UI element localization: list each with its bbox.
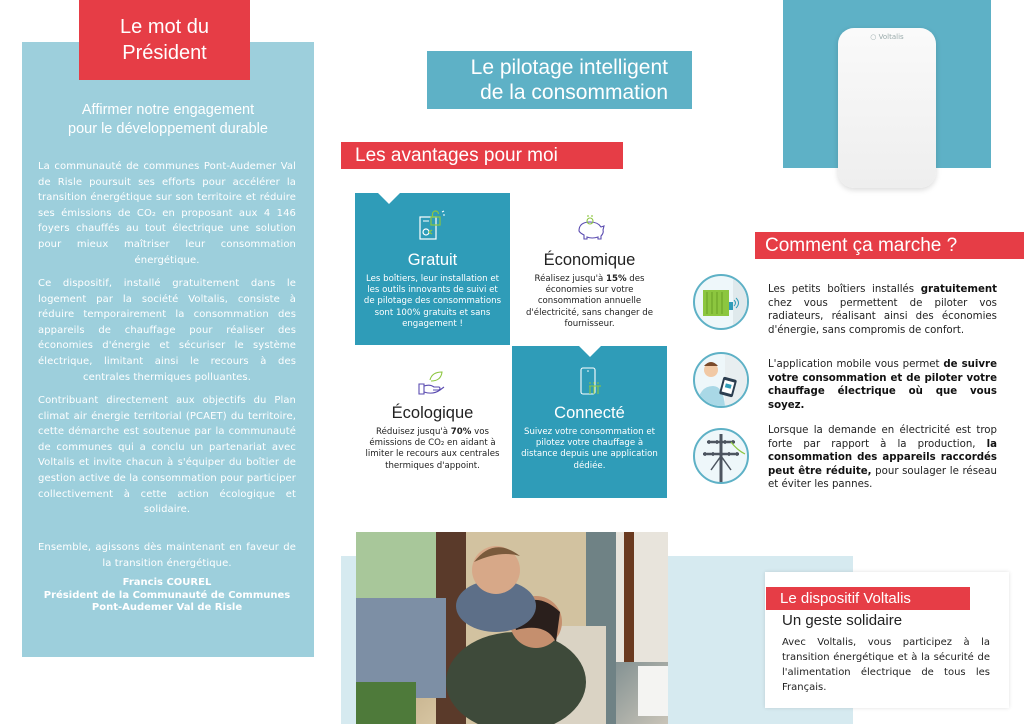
voltalis-subtitle: Un geste solidaire — [782, 612, 903, 629]
step-bold: la consommation des appareils raccordés peut être réduite, — [768, 438, 997, 477]
signature-name: Francis COUREL — [122, 577, 212, 588]
device-brand: Voltalis — [878, 33, 904, 41]
president-signature — [38, 577, 296, 615]
president-subtitle — [22, 101, 314, 139]
tile-notch — [378, 193, 400, 204]
tile-desc — [512, 274, 667, 330]
president-title-line1: Le mot du — [120, 16, 209, 38]
tile-notch — [579, 346, 601, 357]
how-step-3 — [768, 424, 997, 492]
tile-desc: Suivez votre consommation et pilotez votre chauffage à distance depuis une application dédiée. — [521, 427, 658, 471]
desc-bold: 70% — [450, 427, 472, 437]
president-subtitle-line2: pour le développement durable — [68, 121, 268, 137]
tile-ecologique — [355, 346, 510, 498]
comment-title: Comment ça marche ? — [755, 232, 1024, 259]
power-pylon-icon — [693, 428, 749, 484]
step-bold: de suivre votre consommation et de piloter votre chauffage électrique où que vous soyez. — [768, 359, 997, 411]
step-text: Les petits boîtiers installés — [768, 284, 921, 295]
desc-text: Réduisez jusqu'à — [376, 427, 451, 437]
president-title-line2: Président — [122, 42, 207, 64]
tile-title: Économique — [543, 251, 636, 269]
tile-gratuit — [355, 193, 510, 345]
step-text: chez vous permettent de piloter vos radiateurs, réalisant ainsi des économies d'énergie, sans compromis de confort. — [768, 297, 997, 336]
step-bold: gratuitement — [920, 284, 997, 295]
phone-radiator-icon — [512, 358, 667, 398]
voltalis-label: Le dispositif Voltalis — [766, 587, 970, 610]
tile-desc — [355, 427, 510, 472]
desc-text: vos émissions de CO₂ en aidant à limiter le recours aux centrales thermiques d'appoint. — [365, 427, 500, 471]
tile-title: Gratuit — [407, 251, 458, 269]
leaf-hand-icon — [355, 358, 510, 398]
avantages-title: Les avantages pour moi — [341, 142, 623, 169]
step-text: L'application mobile vous permet — [768, 359, 944, 370]
family-photo — [356, 532, 668, 724]
signature-role-line2: Pont-Audemer Val de Risle — [91, 602, 243, 613]
step-text: Lorsque la demande en électricité est trop forte par rapport à la production, — [768, 425, 997, 450]
desc-text: des économies sur votre consommation annuelle d'électricité, sans changer de fournisseur. — [525, 274, 654, 329]
pilotage-title-line1: Le pilotage intelligent — [470, 56, 668, 79]
voltalis-description: Avec Voltalis, vous participez à la transition énergétique et à la sécurité de l'alimentation électrique de tous les Français. — [782, 637, 990, 693]
person-tablet-icon — [693, 352, 749, 408]
desc-text: Réalisez jusqu'à — [534, 274, 606, 284]
president-paragraph-1: La communauté de communes Pont-Audemer Val de Risle poursuit ses efforts pour accélérer la transition énergétique sur son territoire et réduire ses émissions de CO₂ en proposant aux 4 146 foyers chauffés au tout électrique une solution pour mieux maîtriser leur consommation énergétique. — [38, 161, 296, 266]
how-step-1 — [768, 283, 997, 337]
president-title — [79, 0, 250, 80]
signature-role-line1: Président de la Communauté de Communes — [43, 589, 291, 601]
voltalis-device-image — [838, 28, 936, 188]
lock-icon — [355, 205, 510, 245]
radiator-wifi-icon — [693, 274, 749, 330]
step-text: pour soulager le réseau et éviter les pannes. — [768, 465, 997, 491]
tile-title: Écologique — [391, 404, 474, 422]
how-step-2 — [768, 358, 997, 412]
device-logo: ○ Voltalis — [870, 33, 904, 41]
tile-economique — [512, 193, 667, 345]
president-paragraph-4: Ensemble, agissons dès maintenant en faveur de la transition énergétique. — [38, 542, 296, 569]
pilotage-title-line2: de la consommation — [480, 81, 668, 104]
desc-bold: 15% — [605, 274, 627, 284]
tile-desc: Les boîtiers, leur installation et les outils innovants de suivi et de pilotage des consommations sont 100% gratuits et sans engagement ! — [363, 274, 502, 329]
piggy-bank-icon — [512, 205, 667, 245]
president-paragraph-3: Contribuant directement aux objectifs du Plan climat air énergie territorial (PCAET) du territoire, cette démarche est soutenue par la communauté de communes qui a conclu un partenariat avec Voltalis et invite chacun à s'équiper du boîtier de gestion active de la consommation pour participer collectivement à cette action écologique et solidaire. — [38, 395, 296, 516]
president-subtitle-line1: Affirmer notre engagement — [81, 102, 255, 118]
tile-connecte — [512, 346, 667, 498]
president-paragraph-2: Ce dispositif, installé gratuitement dans le logement par la société Voltalis, consiste à réduire temporairement la consommation des appareils de chauffage pour réaliser des économies d'énergie et sécuriser le système électrique, limitant ainsi le recours à des centrales thermiques polluantes. — [38, 278, 296, 383]
tile-title: Connecté — [554, 404, 625, 422]
pilotage-title — [427, 51, 692, 109]
